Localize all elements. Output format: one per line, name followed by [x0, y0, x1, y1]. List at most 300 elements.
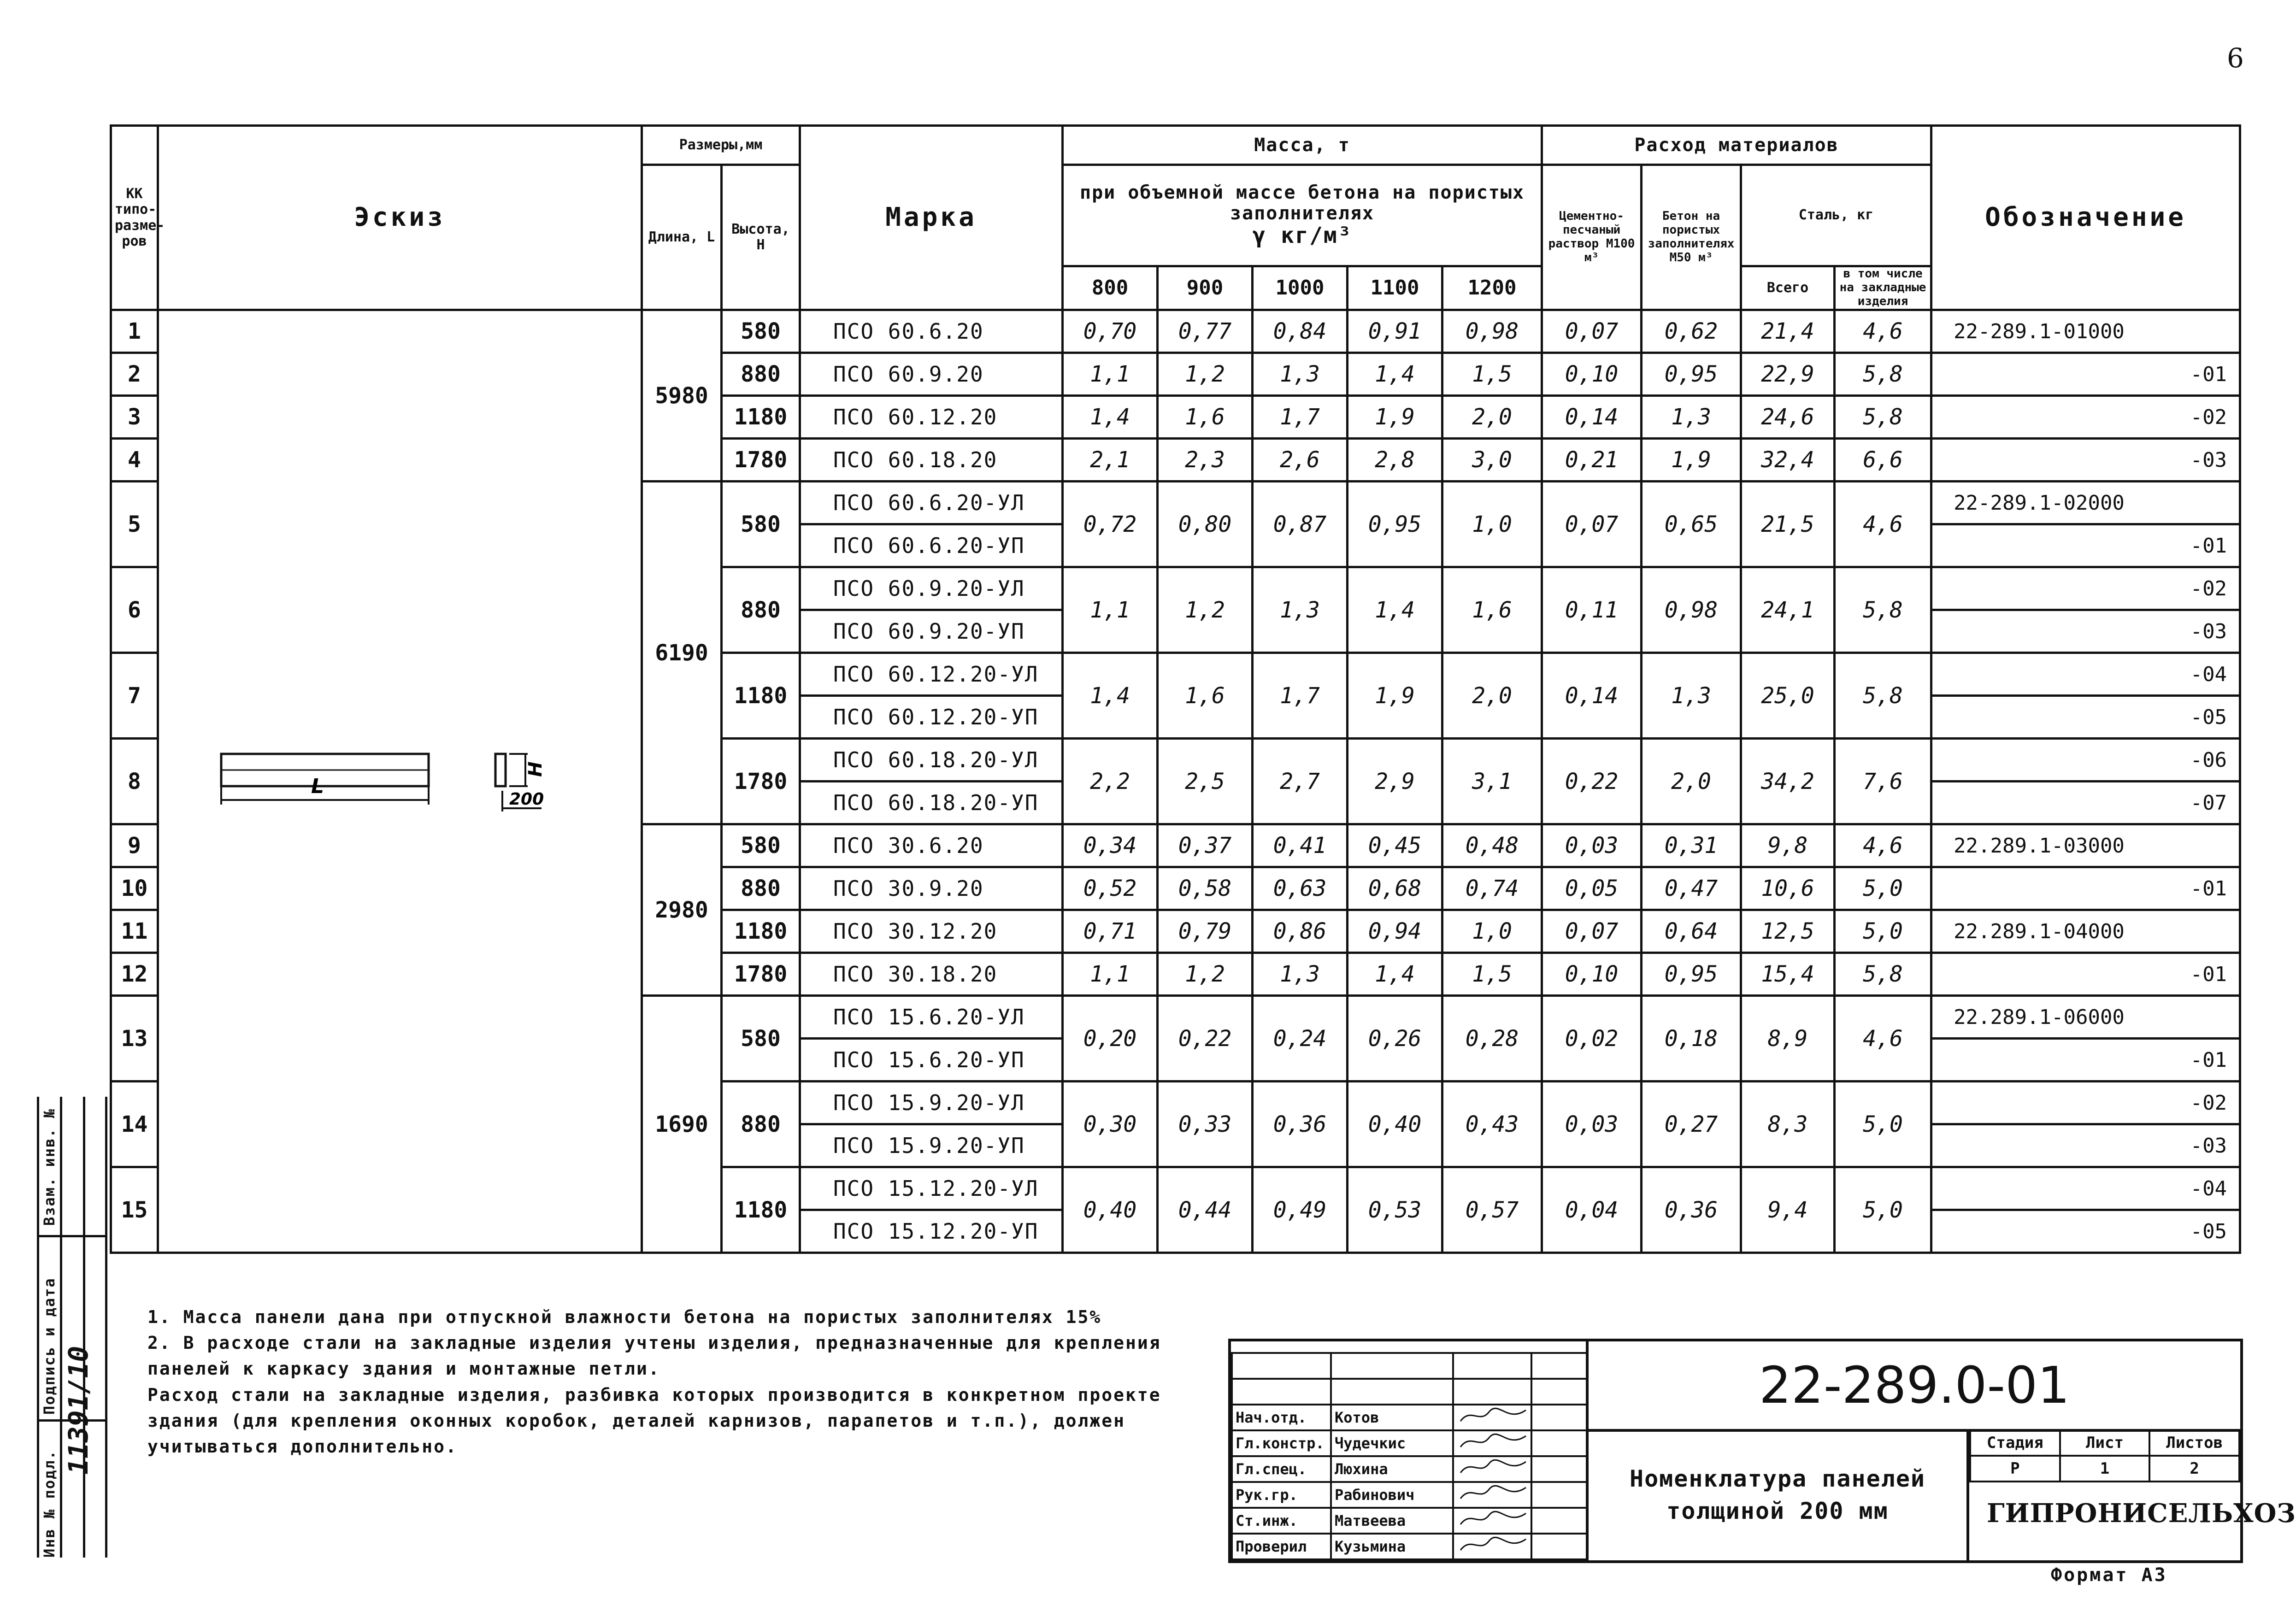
header-cement: Цементно-песчаный раствор М100 м³: [1542, 165, 1642, 310]
sheet-header: Лист: [2060, 1430, 2150, 1456]
designation-cell: [1931, 567, 2240, 610]
staff-role: Ст.инж.: [1232, 1508, 1331, 1534]
panel-mark: ПСО 15.6.20-УП: [800, 1039, 1063, 1082]
panel-mark: ПСО 60.9.20: [800, 353, 1063, 396]
panel-mark: ПСО 15.9.20-УП: [800, 1124, 1063, 1167]
panel-mark: ПСО 15.9.20-УЛ: [800, 1082, 1063, 1124]
designation-cell: [1931, 867, 2240, 910]
designation-value: -02: [2190, 1091, 2227, 1115]
staff-row: [1232, 1456, 1587, 1482]
staff-row: [1232, 1482, 1587, 1508]
designation-value: -01: [2190, 1048, 2227, 1072]
header-sketch: Эскиз: [158, 126, 642, 310]
header-concrete: Бетон на пористых заполнителях М50 м³: [1642, 165, 1741, 310]
designation-value: -05: [2190, 705, 2227, 729]
steel-embedded-value: 5,8: [1835, 353, 1931, 396]
designation-cell: [1931, 910, 2240, 953]
designation-cell: [1931, 696, 2240, 739]
header-length: Длина, L: [642, 165, 722, 310]
mass-value: 0,20: [1063, 996, 1158, 1082]
mass-value: 1,3: [1253, 567, 1348, 653]
mass-value: 1,4: [1063, 396, 1158, 439]
table-row: [111, 310, 2240, 353]
mass-value: 0,80: [1158, 482, 1253, 567]
mass-value: 2,0: [1442, 653, 1542, 739]
steel-total-value: 32,4: [1741, 439, 1835, 482]
staff-role: Гл.констр.: [1232, 1430, 1331, 1456]
staff-signature: [1453, 1508, 1531, 1534]
mass-value: 2,1: [1063, 439, 1158, 482]
designation-cell: [1931, 610, 2240, 653]
designation-cell: [1931, 1124, 2240, 1167]
concrete-value: 0,95: [1642, 353, 1741, 396]
mass-value: 0,48: [1442, 824, 1542, 867]
panel-height: 880: [722, 567, 800, 653]
staff-name: Кузьмина: [1331, 1534, 1453, 1559]
header-density-1100: 1100: [1348, 266, 1442, 310]
staff-block: [1231, 1341, 1589, 1560]
designation-value: -06: [2190, 748, 2227, 772]
panel-mark: ПСО 15.12.20-УП: [800, 1210, 1063, 1253]
steel-total-value: 12,5: [1741, 910, 1835, 953]
steel-embedded-value: 4,6: [1835, 310, 1931, 353]
staff-row: [1232, 1405, 1587, 1430]
mass-value: 0,24: [1253, 996, 1348, 1082]
mass-value: 2,7: [1253, 739, 1348, 824]
designation-cell: [1931, 782, 2240, 824]
staff-blank-row: [1232, 1353, 1587, 1379]
staff-name: Котов: [1331, 1405, 1453, 1430]
type-size-number: 5: [111, 482, 158, 567]
cement-value: 0,11: [1542, 567, 1642, 653]
cement-value: 0,10: [1542, 353, 1642, 396]
panel-height: 880: [722, 867, 800, 910]
designation-cell: [1931, 739, 2240, 782]
designation-value: -03: [2190, 1134, 2227, 1158]
mass-value: 0,49: [1253, 1167, 1348, 1253]
cement-value: 0,22: [1542, 739, 1642, 824]
cement-value: 0,07: [1542, 910, 1642, 953]
designation-value: -07: [2190, 791, 2227, 815]
mass-value: 0,98: [1442, 310, 1542, 353]
type-size-number: 2: [111, 353, 158, 396]
margin-label-signature: Подпись и дата: [41, 1277, 58, 1415]
sketch-label-H: H: [525, 761, 546, 777]
mass-value: 1,2: [1158, 353, 1253, 396]
sheets-value: 2: [2149, 1456, 2239, 1482]
mass-value: 0,68: [1348, 867, 1442, 910]
steel-total-value: 8,3: [1741, 1082, 1835, 1167]
staff-date: [1531, 1405, 1587, 1430]
staff-signature: [1453, 1482, 1531, 1508]
staff-row: [1232, 1430, 1587, 1456]
mass-value: 0,77: [1158, 310, 1253, 353]
mass-value: 0,43: [1442, 1082, 1542, 1167]
sketch-label-L: L: [311, 774, 324, 798]
designation-value: 22.289.1-06000: [1954, 1005, 2125, 1029]
staff-signature: [1453, 1534, 1531, 1559]
header-mass-condition: при объемной массе бетона на пористых заполнителях: [1079, 182, 1525, 224]
mass-value: 1,9: [1348, 396, 1442, 439]
mass-value: 1,4: [1063, 653, 1158, 739]
header-density-1000: 1000: [1253, 266, 1348, 310]
mass-value: 2,6: [1253, 439, 1348, 482]
page-number: 6: [2227, 42, 2244, 74]
mass-value: 1,5: [1442, 953, 1542, 996]
type-size-number: 4: [111, 439, 158, 482]
panel-mark: ПСО 60.12.20-УП: [800, 696, 1063, 739]
steel-embedded-value: 5,0: [1835, 910, 1931, 953]
type-size-number: 11: [111, 910, 158, 953]
mass-value: 0,58: [1158, 867, 1253, 910]
steel-total-value: 34,2: [1741, 739, 1835, 824]
type-size-number: 14: [111, 1082, 158, 1167]
sketch-cell: [158, 310, 642, 1253]
document-title-line2: толщиной 200 мм: [1666, 1497, 1889, 1524]
staff-name: Чудечкис: [1331, 1430, 1453, 1456]
mass-value: 0,74: [1442, 867, 1542, 910]
panel-nomenclature-table: [110, 124, 2241, 1254]
note-1: 1. Масса панели дана при отпускной влажности бетона на пористых заполнителях 15%: [147, 1307, 1102, 1327]
designation-value: 22.289.1-04000: [1954, 919, 2125, 943]
concrete-value: 0,36: [1642, 1167, 1741, 1253]
concrete-value: 0,95: [1642, 953, 1741, 996]
note-3: Расход стали на закладные изделия, разбивка которых производится в конкретном проекте здания (для крепления оконных коробок, деталей карнизов, парапетов и т.п.), должен учитываться дополнительно.: [147, 1384, 1161, 1457]
mass-value: 0,86: [1253, 910, 1348, 953]
document-title-line1: Номенклатура панелей: [1629, 1465, 1926, 1492]
type-size-number: 3: [111, 396, 158, 439]
mass-value: 0,34: [1063, 824, 1158, 867]
staff-table: [1231, 1352, 1588, 1560]
staff-role: Гл.спец.: [1232, 1456, 1331, 1482]
staff-date: [1531, 1534, 1587, 1559]
steel-total-value: 21,4: [1741, 310, 1835, 353]
cement-value: 0,05: [1542, 867, 1642, 910]
designation-cell: [1931, 1039, 2240, 1082]
steel-embedded-value: 7,6: [1835, 739, 1931, 824]
steel-total-value: 15,4: [1741, 953, 1835, 996]
mass-value: 0,87: [1253, 482, 1348, 567]
steel-total-value: 22,9: [1741, 353, 1835, 396]
designation-value: -01: [2190, 362, 2227, 386]
type-size-number: 1: [111, 310, 158, 353]
mass-value: 0,44: [1158, 1167, 1253, 1253]
cement-value: 0,03: [1542, 824, 1642, 867]
concrete-value: 0,64: [1642, 910, 1741, 953]
panel-mark: ПСО 30.18.20: [800, 953, 1063, 996]
panel-height: 1180: [722, 653, 800, 739]
mass-value: 0,70: [1063, 310, 1158, 353]
panel-mark: ПСО 60.9.20-УП: [800, 610, 1063, 653]
header-kk: КК типо-разме-ров: [111, 126, 158, 310]
type-size-number: 12: [111, 953, 158, 996]
header-sizes: Размеры,мм: [642, 126, 800, 165]
header-mass: Масса, т: [1063, 126, 1542, 165]
steel-total-value: 9,8: [1741, 824, 1835, 867]
panel-mark: ПСО 60.6.20-УЛ: [800, 482, 1063, 524]
margin-label-inv: Инв № подл.: [41, 1450, 58, 1558]
panel-height: 1180: [722, 1167, 800, 1253]
mass-value: 1,3: [1253, 953, 1348, 996]
header-marka: Марка: [800, 126, 1063, 310]
mass-value: 1,1: [1063, 953, 1158, 996]
mass-value: 3,0: [1442, 439, 1542, 482]
type-size-number: 15: [111, 1167, 158, 1253]
designation-value: -04: [2190, 662, 2227, 686]
mass-value: 0,22: [1158, 996, 1253, 1082]
mass-value: 0,33: [1158, 1082, 1253, 1167]
cement-value: 0,07: [1542, 310, 1642, 353]
designation-value: -01: [2190, 534, 2227, 558]
document-title: [1589, 1429, 1969, 1560]
cement-value: 0,07: [1542, 482, 1642, 567]
cement-value: 0,02: [1542, 996, 1642, 1082]
staff-role: Проверил: [1232, 1534, 1331, 1559]
type-size-number: 10: [111, 867, 158, 910]
panel-height: 580: [722, 824, 800, 867]
panel-mark: ПСО 60.12.20-УЛ: [800, 653, 1063, 696]
stage-value: Р: [1970, 1456, 2060, 1482]
concrete-value: 1,3: [1642, 396, 1741, 439]
concrete-value: 0,31: [1642, 824, 1741, 867]
panel-height: 1780: [722, 439, 800, 482]
cement-value: 0,14: [1542, 653, 1642, 739]
designation-cell: [1931, 1167, 2240, 1210]
panel-section-view: [495, 754, 506, 786]
type-size-number: 8: [111, 739, 158, 824]
designation-cell: [1931, 482, 2240, 524]
mass-value: 0,40: [1348, 1082, 1442, 1167]
designation-cell: [1931, 310, 2240, 353]
panel-height: 1180: [722, 910, 800, 953]
staff-date: [1531, 1508, 1587, 1534]
staff-blank-row: [1232, 1379, 1587, 1405]
staff-name: Рабинович: [1331, 1482, 1453, 1508]
steel-embedded-value: 6,6: [1835, 439, 1931, 482]
panel-mark: ПСО 60.12.20: [800, 396, 1063, 439]
steel-total-value: 9,4: [1741, 1167, 1835, 1253]
header-steel-embedded: в том числе на закладные изделия: [1835, 266, 1931, 310]
designation-value: -03: [2190, 448, 2227, 472]
mass-value: 1,2: [1158, 567, 1253, 653]
margin-label-replace: Взам. инв. №: [41, 1108, 58, 1226]
mass-value: 1,3: [1253, 353, 1348, 396]
cement-value: 0,03: [1542, 1082, 1642, 1167]
steel-total-value: 24,6: [1741, 396, 1835, 439]
panel-height: 880: [722, 353, 800, 396]
steel-embedded-value: 5,8: [1835, 396, 1931, 439]
panel-height: 880: [722, 1082, 800, 1167]
mass-value: 1,4: [1348, 567, 1442, 653]
panel-sketch: [159, 689, 643, 874]
header-steel: Сталь, кг: [1741, 165, 1931, 266]
inventory-number: 11391/10: [63, 1346, 94, 1475]
concrete-value: 0,62: [1642, 310, 1741, 353]
designation-cell: [1931, 353, 2240, 396]
designation-value: -04: [2190, 1176, 2227, 1200]
staff-date: [1531, 1430, 1587, 1456]
designation-value: 22-289.1-02000: [1954, 491, 2125, 515]
panel-mark: ПСО 60.18.20: [800, 439, 1063, 482]
mass-value: 0,79: [1158, 910, 1253, 953]
header-density-900: 900: [1158, 266, 1253, 310]
document-code: 22-289.0-01: [1589, 1341, 2240, 1432]
organization: ГИПРОНИСЕЛЬХОЗ: [1987, 1498, 2296, 1529]
mass-value: 1,6: [1158, 396, 1253, 439]
mass-value: 0,45: [1348, 824, 1442, 867]
steel-embedded-value: 5,8: [1835, 653, 1931, 739]
mass-value: 0,63: [1253, 867, 1348, 910]
concrete-value: 0,27: [1642, 1082, 1741, 1167]
concrete-value: 2,0: [1642, 739, 1741, 824]
mass-value: 0,40: [1063, 1167, 1158, 1253]
staff-signature: [1453, 1405, 1531, 1430]
steel-embedded-value: 4,6: [1835, 824, 1931, 867]
designation-cell: [1931, 524, 2240, 567]
staff-date: [1531, 1482, 1587, 1508]
mass-value: 3,1: [1442, 739, 1542, 824]
panel-mark: ПСО 60.9.20-УЛ: [800, 567, 1063, 610]
mass-value: 1,4: [1348, 953, 1442, 996]
mass-value: 0,53: [1348, 1167, 1442, 1253]
panel-mark: ПСО 60.18.20-УЛ: [800, 739, 1063, 782]
mass-value: 2,9: [1348, 739, 1442, 824]
panel-mark: ПСО 60.6.20-УП: [800, 524, 1063, 567]
mass-value: 0,37: [1158, 824, 1253, 867]
mass-value: 2,5: [1158, 739, 1253, 824]
mass-value: 0,91: [1348, 310, 1442, 353]
steel-embedded-value: 4,6: [1835, 482, 1931, 567]
mass-value: 1,7: [1253, 653, 1348, 739]
designation-value: -01: [2190, 962, 2227, 986]
steel-embedded-value: 5,8: [1835, 567, 1931, 653]
header-height: Высота, Н: [722, 165, 800, 310]
panel-length: 6190: [642, 482, 722, 824]
cement-value: 0,10: [1542, 953, 1642, 996]
steel-total-value: 24,1: [1741, 567, 1835, 653]
steel-embedded-value: 5,8: [1835, 953, 1931, 996]
header-mass-sub: [1063, 165, 1542, 266]
designation-value: -02: [2190, 576, 2227, 600]
mass-value: 0,36: [1253, 1082, 1348, 1167]
steel-total-value: 21,5: [1741, 482, 1835, 567]
type-size-number: 6: [111, 567, 158, 653]
steel-embedded-value: 5,0: [1835, 1167, 1931, 1253]
type-size-number: 13: [111, 996, 158, 1082]
staff-role: Нач.отд.: [1232, 1405, 1331, 1430]
mass-value: 1,7: [1253, 396, 1348, 439]
concrete-value: 1,3: [1642, 653, 1741, 739]
concrete-value: 0,65: [1642, 482, 1741, 567]
mass-value: 0,95: [1348, 482, 1442, 567]
staff-date: [1531, 1456, 1587, 1482]
designation-cell: [1931, 996, 2240, 1039]
staff-row: [1232, 1508, 1587, 1534]
panel-length: 5980: [642, 310, 722, 482]
panel-mark: ПСО 30.12.20: [800, 910, 1063, 953]
mass-value: 1,0: [1442, 910, 1542, 953]
mass-value: 0,71: [1063, 910, 1158, 953]
mass-value: 0,57: [1442, 1167, 1542, 1253]
sheet-value: 1: [2060, 1456, 2150, 1482]
header-designation: Обозначение: [1931, 126, 2240, 310]
panel-mark: ПСО 60.6.20: [800, 310, 1063, 353]
steel-embedded-value: 4,6: [1835, 996, 1931, 1082]
panel-height: 580: [722, 310, 800, 353]
designation-value: -02: [2190, 405, 2227, 429]
staff-row: [1232, 1534, 1587, 1559]
mass-value: 1,1: [1063, 353, 1158, 396]
designation-cell: [1931, 439, 2240, 482]
cement-value: 0,21: [1542, 439, 1642, 482]
mass-value: 2,3: [1158, 439, 1253, 482]
mass-value: 2,2: [1063, 739, 1158, 824]
designation-cell: [1931, 824, 2240, 867]
header-density-800: 800: [1063, 266, 1158, 310]
panel-height: 1780: [722, 953, 800, 996]
designation-value: 22.289.1-03000: [1954, 834, 2125, 858]
note-2: 2. В расходе стали на закладные изделия учтены изделия, предназначенные для крепления панелей к каркасу здания и монтажные петли.: [147, 1333, 1161, 1379]
designation-cell: [1931, 653, 2240, 696]
steel-total-value: 25,0: [1741, 653, 1835, 739]
panel-mark: ПСО 15.12.20-УЛ: [800, 1167, 1063, 1210]
designation-value: -03: [2190, 619, 2227, 643]
staff-signature: [1453, 1430, 1531, 1456]
steel-embedded-value: 5,0: [1835, 867, 1931, 910]
mass-value: 0,94: [1348, 910, 1442, 953]
header-steel-total: Всего: [1741, 266, 1835, 310]
panel-height: 1180: [722, 396, 800, 439]
designation-cell: [1931, 1210, 2240, 1253]
mass-value: 2,8: [1348, 439, 1442, 482]
mass-value: 1,6: [1442, 567, 1542, 653]
panel-mark: ПСО 30.9.20: [800, 867, 1063, 910]
sheets-header: Листов: [2149, 1430, 2239, 1456]
margin-strip: [37, 1097, 105, 1558]
header-density-1200: 1200: [1442, 266, 1542, 310]
mass-value: 1,5: [1442, 353, 1542, 396]
designation-value: -05: [2190, 1219, 2227, 1243]
mass-value: 1,1: [1063, 567, 1158, 653]
mass-value: 0,30: [1063, 1082, 1158, 1167]
mass-value: 0,84: [1253, 310, 1348, 353]
stage-box: [1969, 1429, 2240, 1482]
designation-cell: [1931, 1082, 2240, 1124]
format-label: Формат А3: [2051, 1564, 2167, 1586]
staff-signature: [1453, 1456, 1531, 1482]
mass-value: 1,2: [1158, 953, 1253, 996]
designation-cell: [1931, 396, 2240, 439]
panel-length: 1690: [642, 996, 722, 1253]
staff-name: Люхина: [1331, 1456, 1453, 1482]
cement-value: 0,04: [1542, 1167, 1642, 1253]
concrete-value: 1,9: [1642, 439, 1741, 482]
mass-value: 0,26: [1348, 996, 1442, 1082]
designation-value: 22-289.1-01000: [1954, 319, 2125, 343]
staff-role: Рук.гр.: [1232, 1482, 1331, 1508]
panel-height: 580: [722, 482, 800, 567]
mass-value: 0,41: [1253, 824, 1348, 867]
designation-value: -01: [2190, 876, 2227, 900]
cement-value: 0,14: [1542, 396, 1642, 439]
panel-length: 2980: [642, 824, 722, 996]
panel-mark: ПСО 15.6.20-УЛ: [800, 996, 1063, 1039]
mass-value: 2,0: [1442, 396, 1542, 439]
steel-total-value: 8,9: [1741, 996, 1835, 1082]
panel-height: 580: [722, 996, 800, 1082]
title-block: [1228, 1339, 2296, 1563]
mass-value: 0,72: [1063, 482, 1158, 567]
